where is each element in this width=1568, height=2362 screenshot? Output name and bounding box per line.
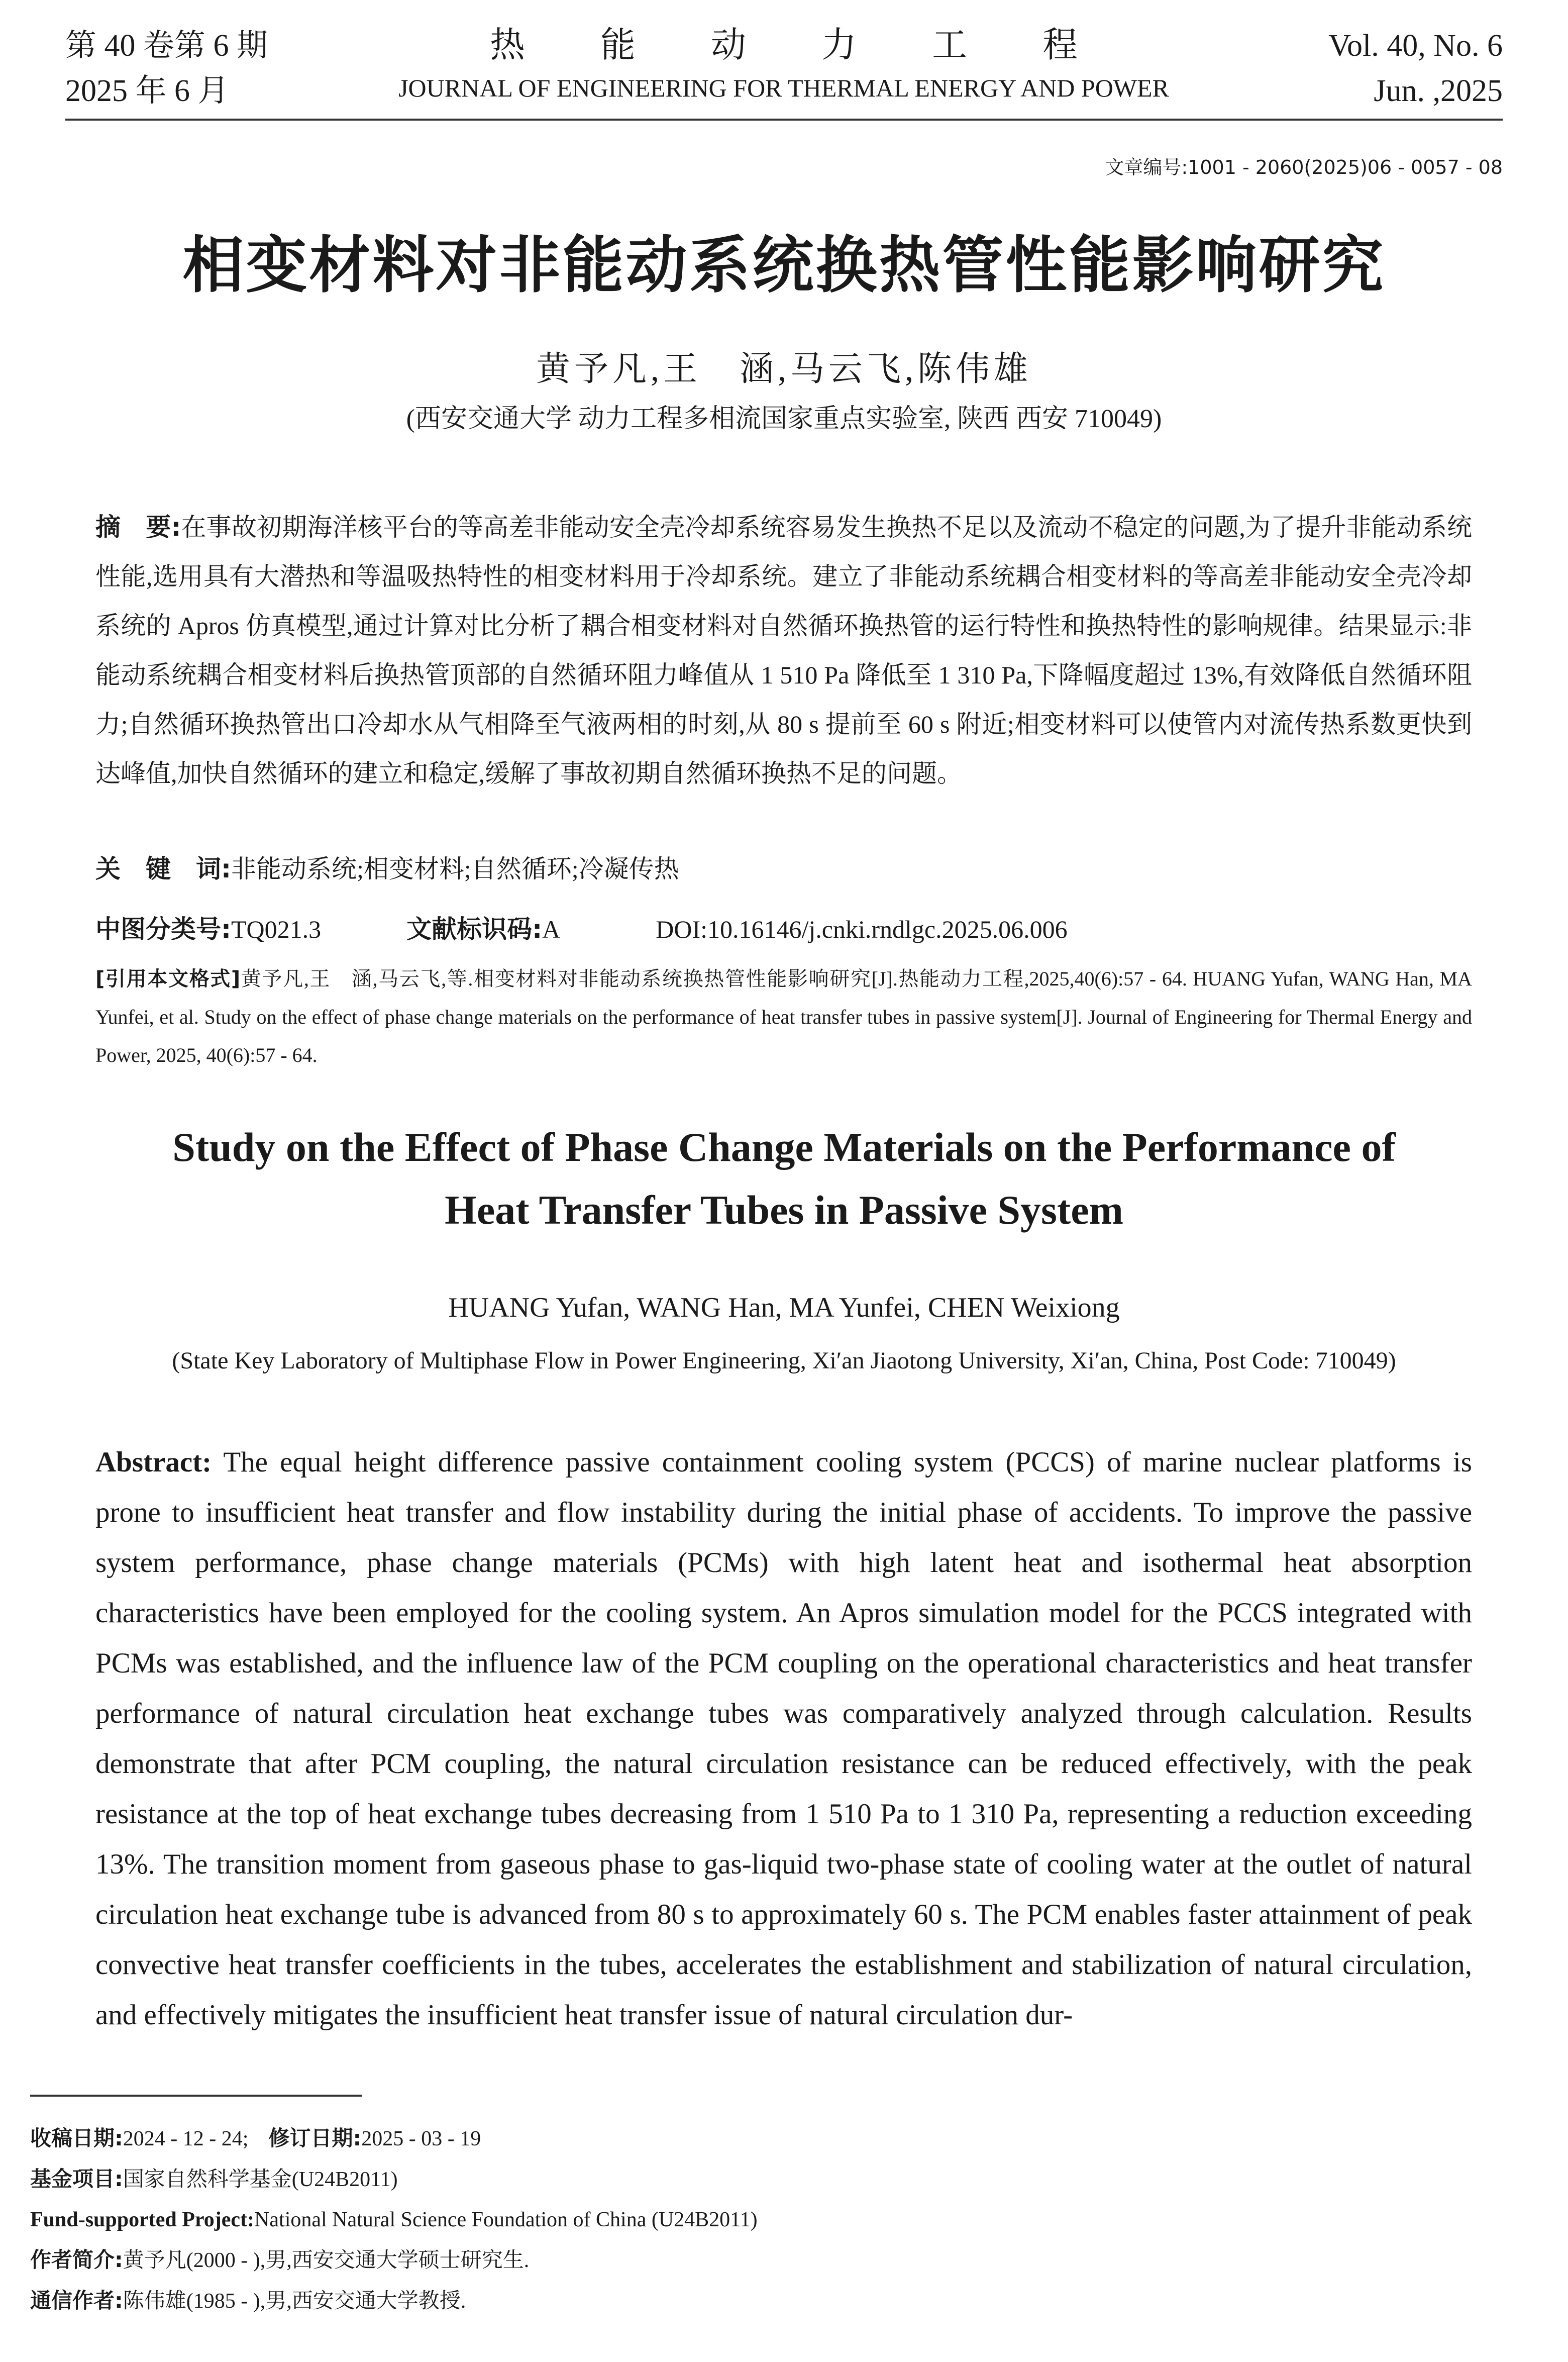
footnote-rule xyxy=(30,2095,362,2097)
received-label: 收稿日期: xyxy=(30,2126,123,2150)
footnote-corresponding xyxy=(30,2281,1537,2321)
journal-title-en: JOURNAL OF ENGINEERING FOR THERMAL ENERGY AND POWER xyxy=(398,74,1169,102)
footnotes xyxy=(30,2118,1537,2321)
article-number: 文章编号:1001 - 2060(2025)06 - 0057 - 08 xyxy=(1105,156,1503,178)
fund-en-label: Fund-supported Project: xyxy=(30,2208,255,2231)
footnote-author xyxy=(30,2240,1537,2281)
abstract-cn-label: 摘 要: xyxy=(95,513,181,542)
author-label: 作者简介: xyxy=(30,2247,123,2272)
doi: DOI:10.16146/j.cnki.rndlgc.2025.06.006 xyxy=(656,915,1068,943)
keywords-cn xyxy=(95,844,1472,894)
header-volume-cn-block xyxy=(65,23,268,114)
header-date-en: Jun. ,2025 xyxy=(1374,74,1503,108)
abstract-en xyxy=(95,1437,1472,2040)
paper-title-cn: 相变材料对非能动系统换热管性能影响研究 xyxy=(182,230,1386,301)
paper-title-en-line1: Study on the Effect of Phase Change Materials on the Performance of xyxy=(172,1124,1396,1170)
classification-line xyxy=(95,905,1472,954)
paper-title-en-line2: Heat Transfer Tubes in Passive System xyxy=(445,1187,1123,1233)
header-volume-en-block xyxy=(1328,23,1503,114)
keywords-cn-label: 关 键 词: xyxy=(95,854,231,883)
fund-cn-value: 国家自然科学基金(U24B2011) xyxy=(123,2168,398,2191)
citation-label: [引用本文格式] xyxy=(95,967,241,991)
footnote-dates xyxy=(30,2118,1537,2159)
citation-format xyxy=(95,960,1472,1074)
author-value: 黄予凡(2000 - ),男,西安交通大学硕士研究生. xyxy=(123,2249,530,2272)
footnote-fund-en xyxy=(30,2200,1537,2240)
fund-en-value: National Natural Science Foundation of China (U24B2011) xyxy=(254,2208,758,2231)
affiliation-en: (State Key Laboratory of Multiphase Flow in Power Engineering, Xi′an Jiaotong University, Xi′an, China, Post Code: 710049) xyxy=(172,1347,1396,1374)
header-date-cn: 2025 年 6 月 xyxy=(65,74,229,108)
abstract-cn xyxy=(95,503,1472,798)
header-volume-en: Vol. 40, No. 6 xyxy=(1328,29,1503,63)
revised-value: 2025 - 03 - 19 xyxy=(361,2127,481,2150)
authors-en: HUANG Yufan, WANG Han, MA Yunfei, CHEN Weixiong xyxy=(448,1292,1120,1323)
revised-label: 修订日期: xyxy=(268,2126,362,2150)
header-rule xyxy=(65,119,1503,121)
abstract-en-label: Abstract: xyxy=(95,1446,212,1478)
affiliation-cn: (西安交通大学 动力工程多相流国家重点实验室, 陕西 西安 710049) xyxy=(406,405,1162,433)
corresponding-label: 通信作者: xyxy=(30,2288,123,2313)
abstract-en-text: The equal height difference passive containment cooling system (PCCS) of marine nuclear platforms is prone to insufficient heat transfer and flow instability during the initial phase of accidents. To improve the passive system performance, phase change materials (PCMs) with high latent heat and isothermal heat absorption characteristics have been employed for the cooling system. An Apros simulation model for the PCCS integrated with PCMs was established, and the influence law of the PCM coupling on the operational characteristics and heat transfer performance of natural circulation heat exchange tubes was comparatively analyzed through calculation. Results demonstrate that after PCM coupling, the natural circulation resistance can be reduced effectively, with the peak resistance at the top of heat exchange tubes decreasing from 1 510 Pa to 1 310 Pa, representing a reduction exceeding 13%. The transition moment from gaseous phase to gas-liquid two-phase state of cooling water at the outlet of natural circulation heat exchange tube is advanced from 80 s to approximately 60 s. The PCM enables faster attainment of peak convective heat transfer coefficients in the tubes, accelerates the establishment and stabilization of natural circulation, and effectively mitigates the insufficient heat transfer issue of natural circulation dur- xyxy=(95,1446,1472,2031)
journal-title-cn: 热能动力工程 xyxy=(490,26,1153,65)
clc-value: TQ021.3 xyxy=(231,915,322,943)
header-volume-cn: 第 40 卷第 6 期 xyxy=(65,29,268,63)
fund-cn-label: 基金项目: xyxy=(30,2167,123,2191)
authors-cn: 黄予凡,王 涵,马云飞,陈伟雄 xyxy=(536,350,1032,388)
footnote-fund-cn xyxy=(30,2159,1537,2200)
doc-code-label: 文献标识码: xyxy=(406,915,543,944)
doc-code-value: A xyxy=(542,915,561,943)
received-value: 2024 - 12 - 24; xyxy=(123,2127,249,2150)
abstract-cn-text: 在事故初期海洋核平台的等高差非能动安全壳冷却系统容易发生换热不足以及流动不稳定的问题,为了提升非能动系统性能,选用具有大潜热和等温吸热特性的相变材料用于冷却系统。建立了非能动系统耦合相变材料的等高差非能动安全壳冷却系统的 Apros 仿真模型,通过计算对比分析了耦合相变材料对自然循环换热管的运行特性和换热特性的影响规律。结果显示:非能动系统耦合相变材料后换热管顶部的自然循环阻力峰值从 1 510 Pa 降低至 1 310 Pa,下降幅度超过 13%,有效降低自然循环阻力;自然循环换热管出口冷却水从气相降至气液两相的时刻,从 80 s 提前至 60 s 附近;相变材料可以使管内对流传热系数更快到达峰值,加快自然循环的建立和稳定,缓解了事故初期自然循环换热不足的问题。 xyxy=(95,513,1472,788)
keywords-cn-text: 非能动系统;相变材料;自然循环;冷凝传热 xyxy=(231,855,679,883)
header-journal-block xyxy=(322,23,1246,106)
paper-title-en xyxy=(0,1116,1568,1241)
citation-text: 黄予凡,王 涵,马云飞,等.相变材料对非能动系统换热管性能影响研究[J].热能动力工程,2025,40(6):57 - 64. HUANG Yufan, WANG Han, MA Yunfei, et al. Study on the effect of phase change materials on the performance of heat transfer tubes in passive system[J]. Journal of Engineering for Thermal Energy and Power, 2025, 40(6):57 - 64. xyxy=(95,967,1473,1066)
clc-label: 中图分类号: xyxy=(95,915,231,944)
corresponding-value: 陈伟雄(1985 - ),男,西安交通大学教授. xyxy=(123,2290,466,2313)
